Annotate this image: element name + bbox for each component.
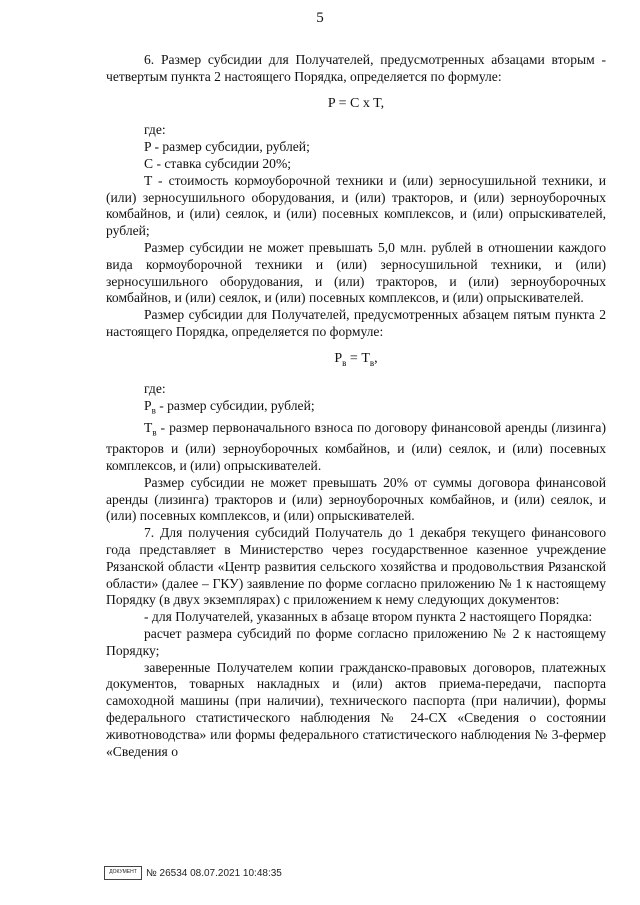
definition-p: P - размер субсидии, рублей; <box>144 139 310 155</box>
where-label-1: где: <box>144 122 166 138</box>
formula-2-sub-2: в <box>369 357 375 368</box>
registration-number: № 26534 08.07.2021 10:48:35 <box>146 867 282 879</box>
formula-2-end: , <box>374 350 378 366</box>
definition-tv-text: - размер первоначального взноса по договору финансовой аренды (лизинга) тракторов и (или) зерноуборочных комбайнов, и (или) сеялок, и (или) посевных комплексов, и (или) опрыскивателей. <box>106 419 606 473</box>
paragraph-5: Размер субсидии для Получателей, предусмотренных абзацем пятым пункта 2 настоящего Порядка, определяется по формуле: <box>106 307 606 339</box>
paragraph-6: 6. Размер субсидии для Получателей, предусмотренных абзацами вторым - четвертым пункта 2 настоящего Порядка, определяется по формуле: <box>106 52 606 84</box>
limit-paragraph-2: Размер субсидии не может превышать 20% от суммы договора финансовой аренды (лизинга) тракторов и (или) зерноуборочных комбайнов, и (или) сеялок, и (или) посевных комплексов, и (или) опрыскивателей. <box>106 474 606 524</box>
limit-paragraph-1: Размер субсидии не может превышать 5,0 млн. рублей в отношении каждого вида кормоуборочной техники и (или) зерносушильной техники, и (или) зерносушильного оборудования, и (или) тракторов, и (или) зерноуборочных комбайнов, и (или) сеялок, и (или) посевных комплексов, и (или) опрыскивателей. <box>106 239 606 306</box>
where-label-2: где: <box>144 381 166 397</box>
formula-1: P = C x T, <box>327 95 385 111</box>
paragraph-7: 7. Для получения субсидий Получатель до 1 декабря текущего финансового года представляет в Министерство через государственное казенное учреждение Рязанской области «Центр развития сельского хозяйства и продовольствия Рязанской области» (далее – ГКУ) заявление по форме согласно приложению № 1 к настоящему Порядку (в двух экземплярах) с приложением к нему следующих документов: <box>106 525 606 608</box>
formula-2-p: P <box>334 350 343 366</box>
formula-2-eq: = T <box>346 350 370 366</box>
paragraph-7-a: - для Получателей, указанных в абзаце втором пункта 2 настоящего Порядка: <box>144 609 593 625</box>
formula-2-sub-1: в <box>342 357 347 368</box>
paragraph-7-b: расчет размера субсидий по форме согласно приложению № 2 к настоящему Порядку; <box>106 625 606 658</box>
paragraph-7-c: заверенные Получателем копии гражданско-правовых договоров, платежных документов, товарных накладных и (или) актов приема-передачи, паспорта самоходной машины (при наличии), технического паспорта (при наличии), формы федерального статистического наблюдения № 24-СХ «Сведения о состоянии животноводства» или формы федерального статистического наблюдения № 3-фермер «Сведения о <box>106 659 606 759</box>
definition-pv-text: - размер субсидии, рублей; <box>155 398 315 414</box>
definition-tv-sub: в <box>152 427 157 438</box>
definition-pv-symbol: P <box>144 398 152 414</box>
stamp-logo: ДОКУМЕНТ <box>104 866 142 880</box>
definition-pv <box>106 398 606 420</box>
document-body <box>106 52 606 760</box>
definition-t: T - стоимость кормоуборочной техники и (или) зерносушильной техники, и (или) зерносушильного оборудования, и (или) тракторов, и (или) зерноуборочных комбайнов, и (или) сеялок, и (или) посевных комплексов, и (или) опрыскивателей, рублей; <box>106 172 606 239</box>
definition-tv-symbol: T <box>144 419 153 435</box>
definition-pv-sub: в <box>151 405 156 416</box>
page-number: 5 <box>316 10 324 26</box>
registration-stamp <box>104 866 282 880</box>
definition-tv <box>106 420 606 475</box>
definition-c: C - ставка субсидии 20%; <box>144 155 292 171</box>
formula-2 <box>106 351 606 372</box>
